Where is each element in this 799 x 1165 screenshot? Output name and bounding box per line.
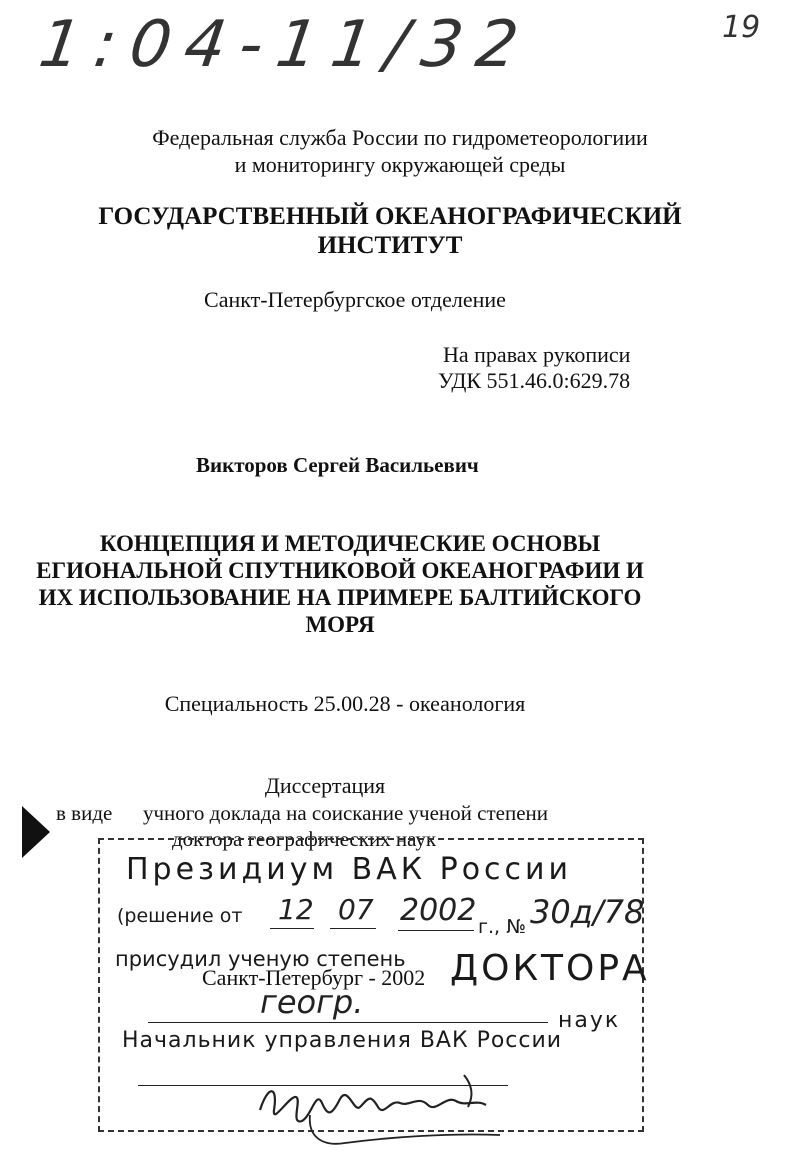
rights-label: На правах рукописи <box>443 342 631 367</box>
signature-scribble <box>250 1055 510 1150</box>
stamp-degree: ДОКТОРА <box>450 948 650 989</box>
specialty: Специальность 25.00.28 - океанология <box>164 691 526 716</box>
stamp-hw-number: 30д/78 <box>530 893 645 931</box>
agency-line-2: и мониторингу окружающей среды <box>234 152 566 177</box>
title-line-1: КОНЦЕПЦИЯ И МЕТОДИЧЕСКИЕ ОСНОВЫ <box>99 531 601 556</box>
dissertation-label: Диссертация <box>264 773 386 798</box>
author-name: Викторов Сергей Васильевич <box>196 453 479 477</box>
title-line-2: ЕГИОНАЛЬНОЙ СПУТНИКОВОЙ ОКЕАНОГРАФИИ И <box>36 558 644 583</box>
city-year: Санкт-Петербург - 2002 <box>202 965 426 990</box>
udc-code: УДК 551.46.0:629.78 <box>438 368 631 393</box>
stamp-science: наук <box>558 1008 621 1033</box>
stamp-decision-g: г., № <box>478 916 526 938</box>
agency-line-1: Федеральная служба России по гидрометеорологиии <box>152 125 648 150</box>
institute-line-1: ГОСУДАРСТВЕННЫЙ ОКЕАНОГРАФИЧЕСКИЙ <box>98 203 682 230</box>
dissertation-line-2: доктора географических наук <box>172 827 437 851</box>
stamp-decision-prefix: (решение от <box>117 905 243 927</box>
stamp-hw-field: геогр. <box>260 983 364 1021</box>
binding-mark <box>22 806 50 858</box>
archive-number-handwritten: 1:04-11/32 <box>34 8 537 82</box>
stamp-hw-day: 12 <box>278 893 314 926</box>
stamp-month-line <box>330 928 376 929</box>
stamp-field-line <box>148 1022 548 1023</box>
stamp-day-line <box>270 928 314 929</box>
dissertation-line-1b: учного доклада на соискание ученой степени <box>143 801 548 825</box>
signature <box>250 1055 510 1155</box>
dissertation-line-1a: в виде <box>56 801 113 825</box>
stamp-hw-year: 2002 <box>400 893 477 928</box>
institute-line-2: ИНСТИТУТ <box>317 232 463 259</box>
stamp-title: Президиум ВАК России <box>126 852 573 887</box>
title-line-4: МОРЯ <box>305 612 375 637</box>
branch-name: Санкт-Петербургское отделение <box>204 287 506 312</box>
stamp-hw-month: 07 <box>338 893 374 926</box>
stamp-awarded: присудил ученую степень <box>115 947 406 971</box>
title-line-3: ИХ ИСПОЛЬЗОВАНИЕ НА ПРИМЕРЕ БАЛТИЙСКОГО <box>38 585 642 610</box>
signature-line <box>138 1085 508 1086</box>
stamp-year-line <box>398 930 474 931</box>
stamp-head: Начальник управления ВАК России <box>122 1028 563 1053</box>
page-number-handwritten: 19 <box>722 10 761 45</box>
